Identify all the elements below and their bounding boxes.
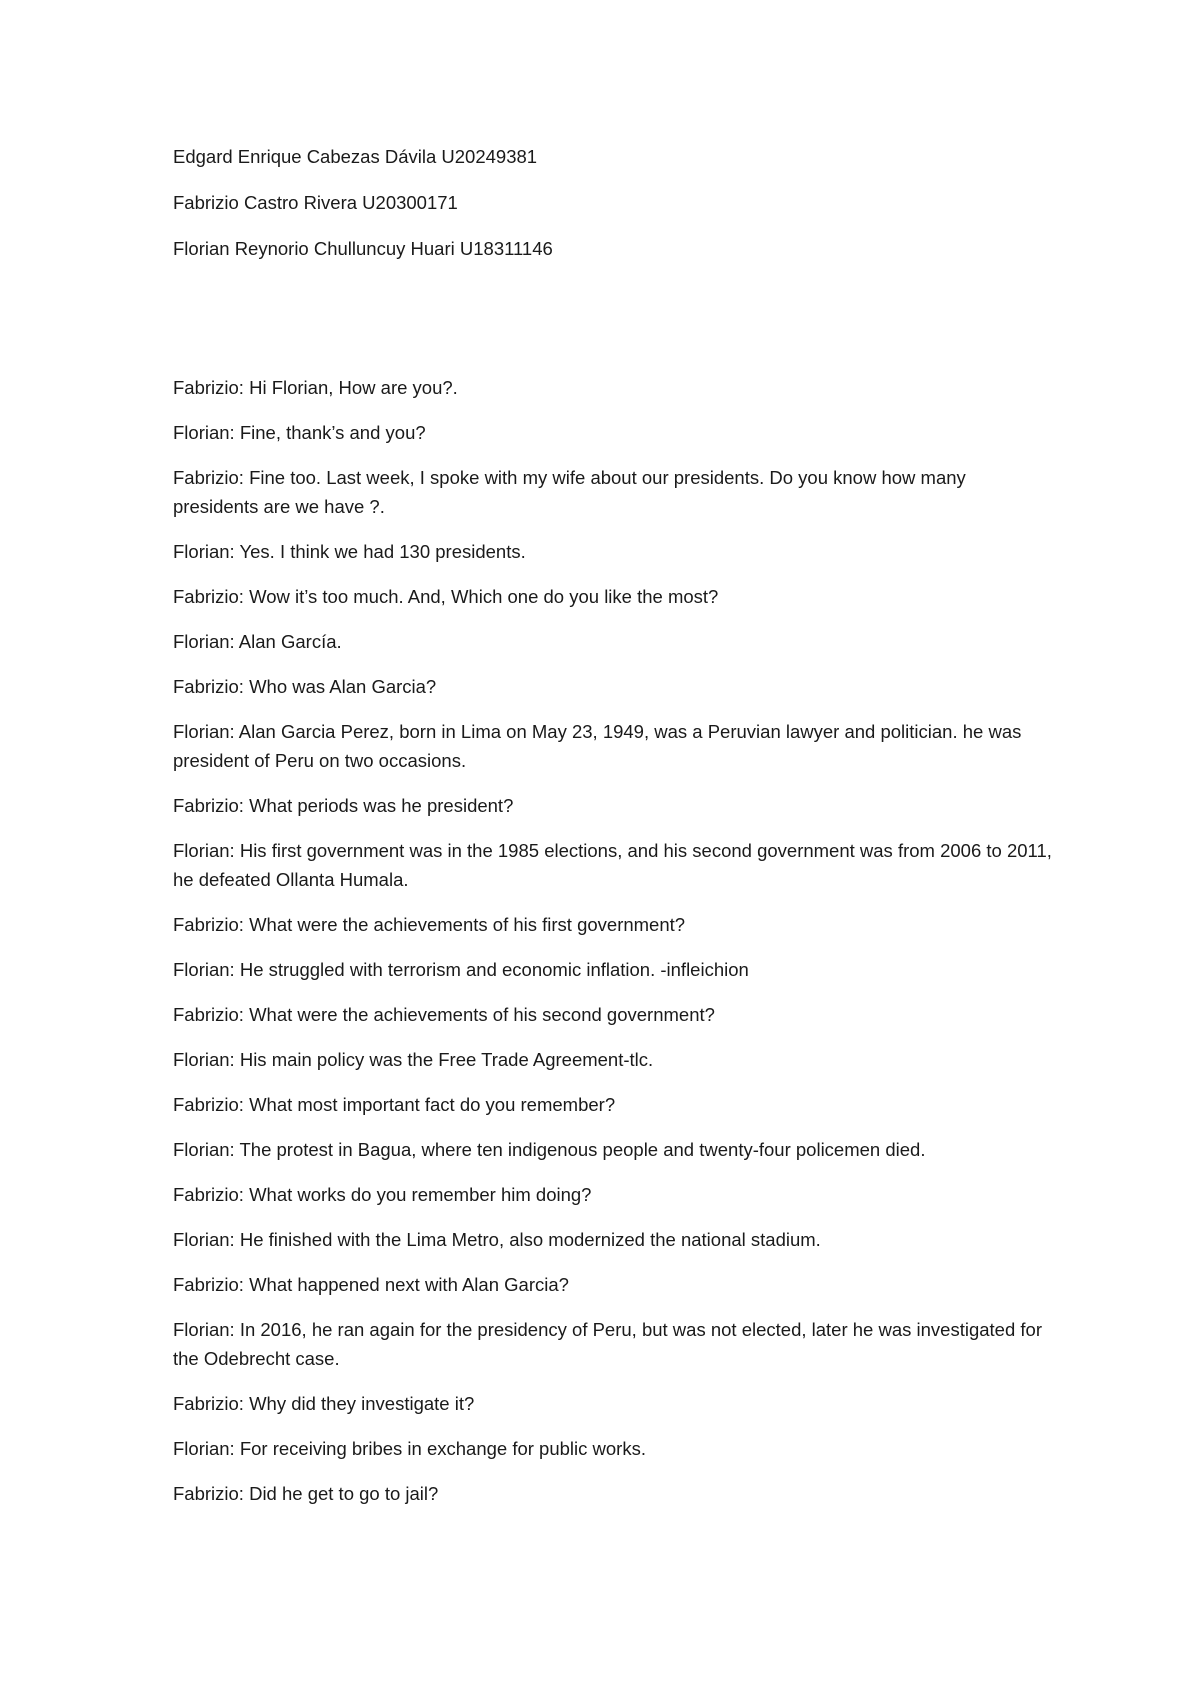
dialogue-turn: Fabrizio: Why did they investigate it? bbox=[173, 1393, 475, 1414]
dialogue-turn: Florian: He struggled with terrorism and economic inflation. -infleichion bbox=[173, 959, 749, 980]
dialogue-turn: Fabrizio: What periods was he president? bbox=[173, 795, 514, 816]
dialogue-turn: Florian: The protest in Bagua, where ten indigenous people and twenty-four policemen died. bbox=[173, 1139, 926, 1160]
author-line: Florian Reynorio Chulluncuy Huari U18311146 bbox=[173, 238, 553, 259]
dialogue-turn: Fabrizio: What were the achievements of his second government? bbox=[173, 1004, 715, 1025]
dialogue-turn: Florian: Alan García. bbox=[173, 631, 342, 652]
dialogue-turn: Fabrizio: Fine too. Last week, I spoke with my wife about our presidents. Do you know how many presidents are we have ?. bbox=[173, 467, 966, 517]
author-line: Edgard Enrique Cabezas Dávila U20249381 bbox=[173, 146, 538, 167]
dialogue-turn: Fabrizio: Who was Alan Garcia? bbox=[173, 676, 437, 697]
dialogue-turn: Fabrizio: Did he get to go to jail? bbox=[173, 1483, 439, 1504]
dialogue-turn: Fabrizio: Hi Florian, How are you?. bbox=[173, 377, 458, 398]
dialogue-turn: Florian: He finished with the Lima Metro, also modernized the national stadium. bbox=[173, 1229, 821, 1250]
dialogue-turn: Fabrizio: Wow it’s too much. And, Which one do you like the most? bbox=[173, 586, 719, 607]
dialogue-turn: Florian: In 2016, he ran again for the presidency of Peru, but was not elected, later he was investigated for the Odebrecht case. bbox=[173, 1319, 1042, 1369]
dialogue-turn: Fabrizio: What happened next with Alan Garcia? bbox=[173, 1274, 569, 1295]
dialogue-turn: Florian: Fine, thank’s and you? bbox=[173, 422, 426, 443]
author-list bbox=[173, 144, 1053, 282]
dialogue bbox=[173, 373, 1053, 1524]
dialogue-turn: Florian: Alan Garcia Perez, born in Lima on May 23, 1949, was a Peruvian lawyer and politician. he was president of Peru on two occasions. bbox=[173, 721, 1022, 771]
dialogue-turn: Fabrizio: What were the achievements of his first government? bbox=[173, 914, 686, 935]
dialogue-turn: Fabrizio: What works do you remember him doing? bbox=[173, 1184, 592, 1205]
dialogue-turn: Florian: His main policy was the Free Trade Agreement-tlc. bbox=[173, 1049, 654, 1070]
dialogue-turn: Fabrizio: What most important fact do you remember? bbox=[173, 1094, 616, 1115]
dialogue-turn: Florian: Yes. I think we had 130 presidents. bbox=[173, 541, 526, 562]
dialogue-turn: Florian: His first government was in the 1985 elections, and his second government was from 2006 to 2011, he defeated Ollanta Humala. bbox=[173, 840, 1052, 890]
dialogue-turn: Florian: For receiving bribes in exchange for public works. bbox=[173, 1438, 646, 1459]
author-line: Fabrizio Castro Rivera U20300171 bbox=[173, 192, 458, 213]
